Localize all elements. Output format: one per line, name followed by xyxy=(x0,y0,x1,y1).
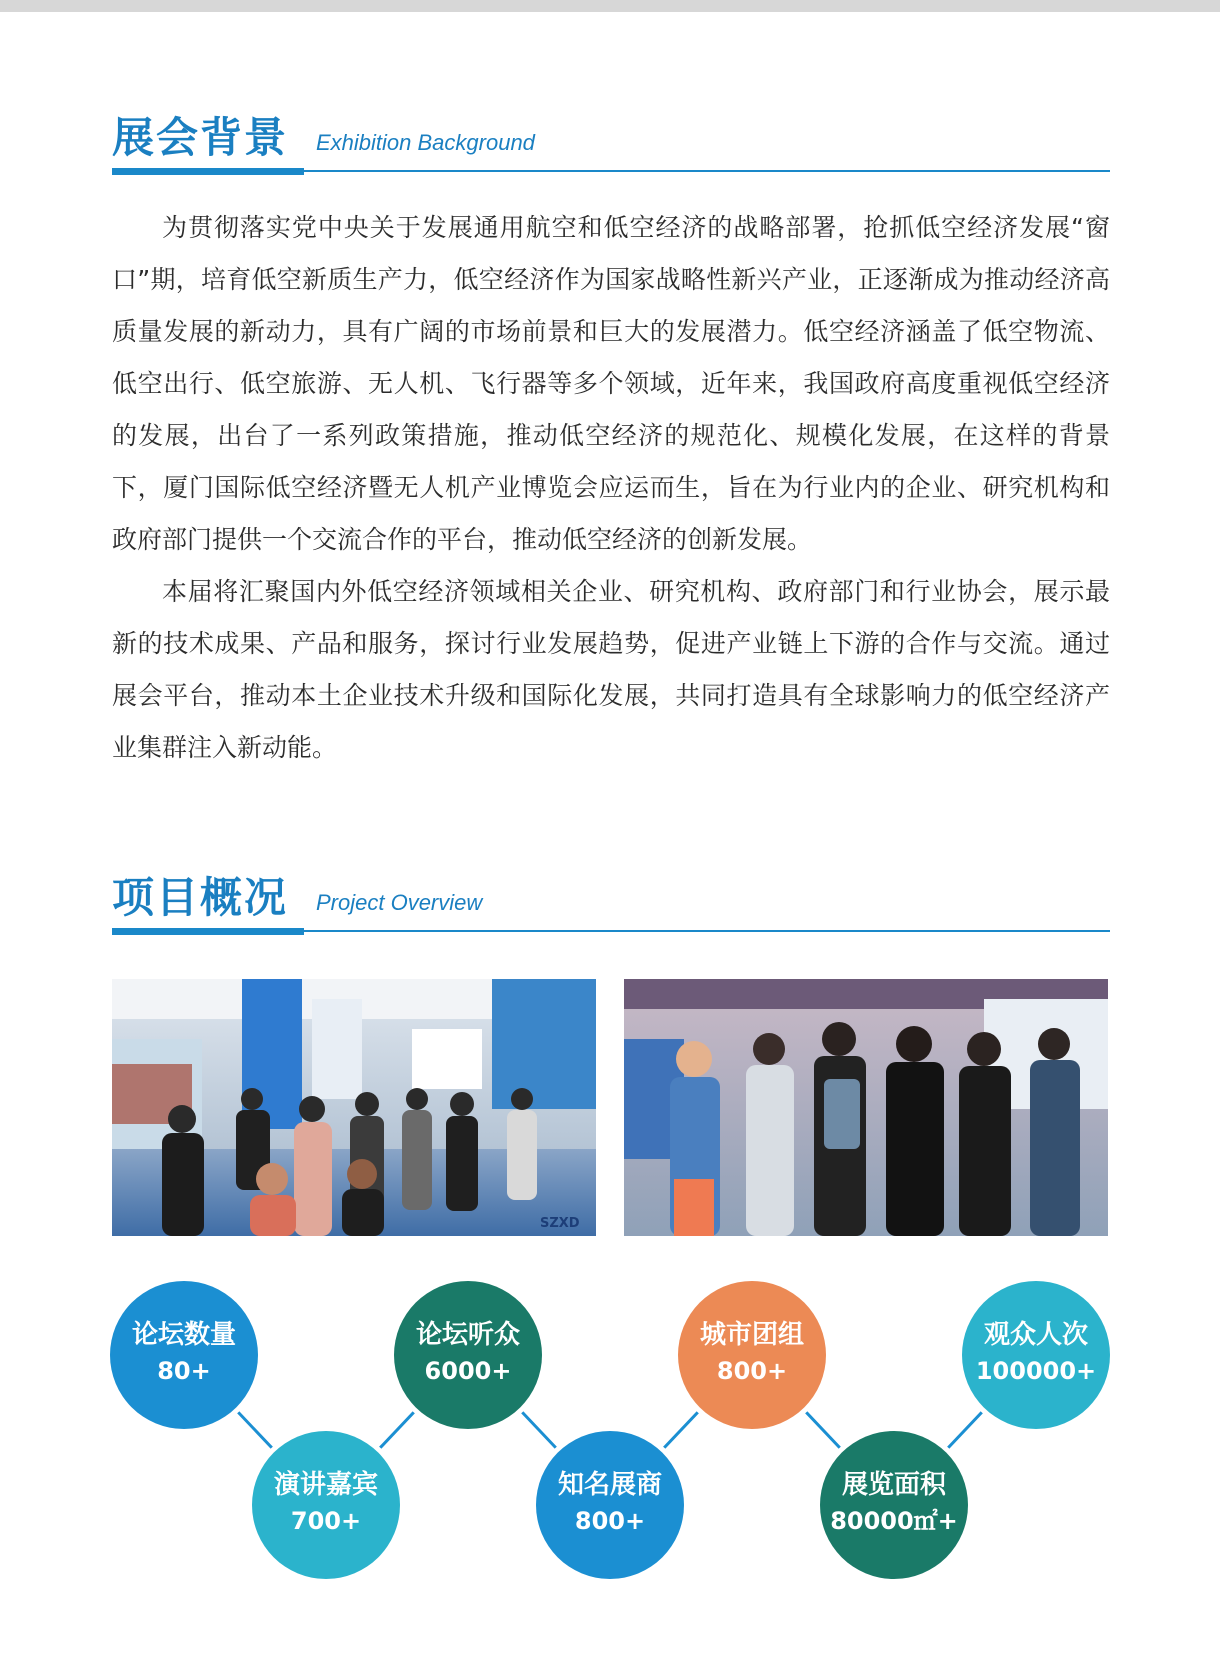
stat-item xyxy=(672,1317,832,1389)
stat-name: 论坛数量 xyxy=(131,1320,236,1350)
photo-watermark: SZXD xyxy=(540,1216,580,1231)
section-subtitle: Project Overview xyxy=(316,890,483,915)
stat-item xyxy=(246,1467,406,1539)
stat-name: 演讲嘉宾 xyxy=(273,1470,378,1500)
stat-value: 800+ xyxy=(716,1357,788,1385)
stat-item xyxy=(104,1317,264,1389)
stat-value: 80000㎡+ xyxy=(830,1507,958,1535)
stat-value: 800+ xyxy=(574,1507,646,1535)
paragraph: 本届将汇聚国内外低空经济领域相关企业、研究机构、政府部门和行业协会，展示最新的技术成果、产品和服务，探讨行业发展趋势，促进产业链上下游的合作与交流。通过展会平台，推动本土企业技术升级和国际化发展，共同打造具有全球影响力的低空经济产业集群注入新动能。 xyxy=(112,577,1110,762)
stat-name: 观众人次 xyxy=(983,1320,1088,1350)
stat-name: 展览面积 xyxy=(841,1470,946,1500)
section-title: 展会背景 xyxy=(112,113,289,162)
stat-item xyxy=(388,1317,548,1389)
stat-name: 知名展商 xyxy=(557,1470,662,1500)
paragraph: 为贯彻落实党中央关于发展通用航空和低空经济的战略部署，抢抓低空经济发展“窗口”期，培育低空新质生产力，低空经济作为国家战略性新兴产业，正逐渐成为推动经济高质量发展的新动力，具有广阔的市场前景和巨大的发展潜力。低空经济涵盖了低空物流、低空出行、低空旅游、无人机、飞行器等多个领域，近年来，我国政府高度重视低空经济的发展，出台了一系列政策措施，推动低空经济的规范化、规模化发展，在这样的背景下，厦门国际低空经济暨无人机产业博览会应运而生，旨在为行业内的企业、研究机构和政府部门提供一个交流合作的平台，推动低空经济的创新发展。 xyxy=(112,213,1110,554)
section-subtitle: Exhibition Background xyxy=(316,130,535,155)
stat-item xyxy=(814,1467,974,1539)
stat-value: 80+ xyxy=(157,1357,211,1385)
stat-name: 城市团组 xyxy=(699,1320,804,1350)
stat-value: 6000+ xyxy=(424,1357,512,1385)
section-title: 项目概况 xyxy=(112,873,289,922)
stat-item xyxy=(530,1467,690,1539)
stat-value: 700+ xyxy=(290,1507,362,1535)
stat-name: 论坛听众 xyxy=(415,1320,520,1350)
stat-item xyxy=(956,1317,1116,1389)
stat-value: 100000+ xyxy=(975,1357,1097,1385)
